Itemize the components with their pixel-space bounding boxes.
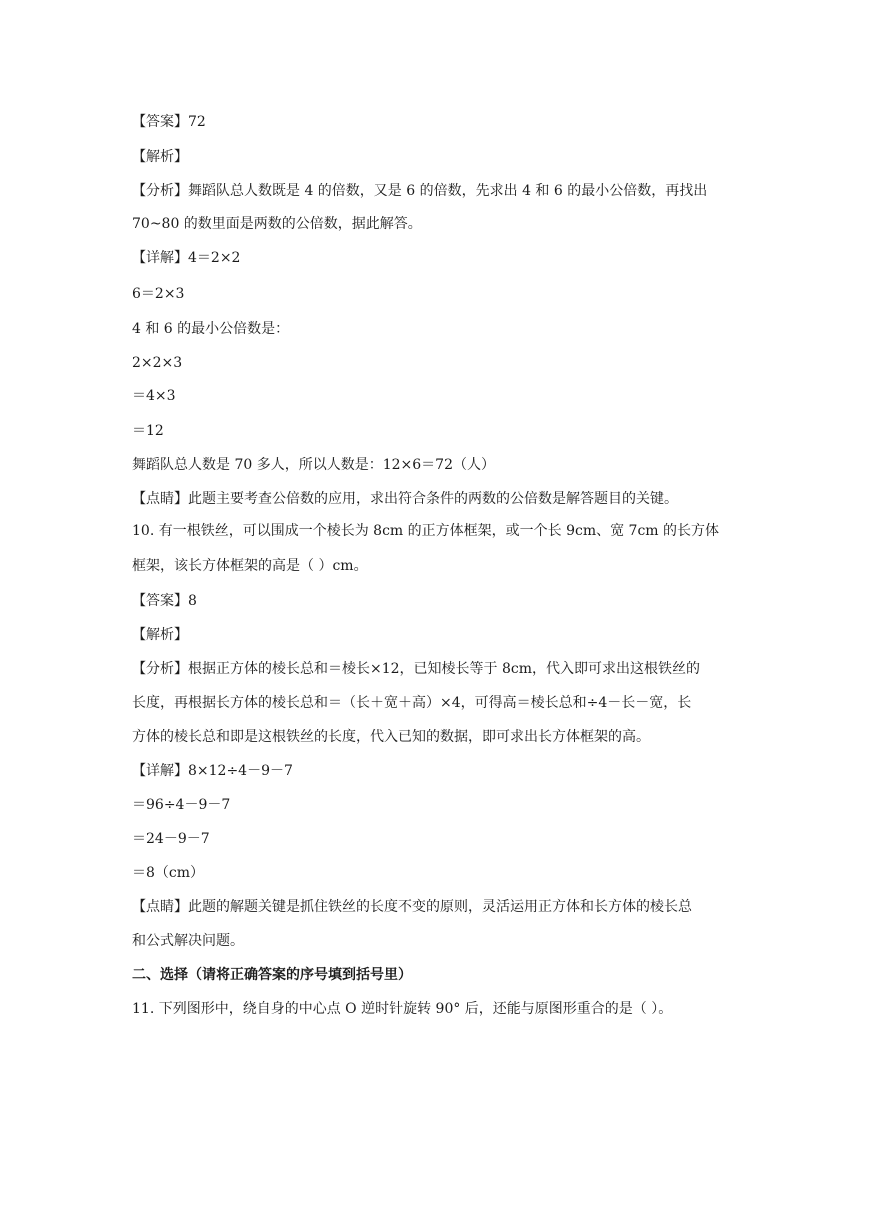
q10-analysis-line-1: 【分析】根据正方体的棱长总和＝棱长×12，已知棱长等于 8cm，代入即可求出这根铁丝的 — [132, 661, 701, 677]
q10-analysis-line-2: 长度，再根据长方体的棱长总和＝（长＋宽＋高）×4，可得高＝棱长总和÷4－长－宽，长 — [132, 695, 692, 711]
q9-analysis-line-2: 70~80 的数里面是两数的公倍数，据此解答。 — [132, 216, 422, 232]
q10-answer: 【答案】8 — [132, 593, 197, 609]
q10-detail-line-2: ＝96÷4－9－7 — [132, 797, 231, 813]
q9-detail-line-7: 舞蹈队总人数是 70 多人，所以人数是：12×6＝72（人） — [132, 457, 495, 473]
q9-detail-line-3: 4 和 6 的最小公倍数是： — [132, 321, 290, 337]
section-heading: 二、选择（请将正确答案的序号填到括号里） — [132, 967, 412, 983]
q9-analysis-line-1: 【分析】舞蹈队总人数既是 4 的倍数，又是 6 的倍数，先求出 4 和 6 的最小公倍数，再找出 — [132, 183, 708, 199]
q10-question-line-2: 框架，该长方体框架的高是（ ）cm。 — [132, 558, 368, 574]
q9-detail-line-6: ＝12 — [132, 423, 164, 439]
q9-detail-line-1: 【详解】4＝2×2 — [132, 250, 241, 266]
q9-detail-line-2: 6＝2×3 — [132, 286, 185, 302]
q10-detail-line-4: ＝8（cm） — [132, 865, 205, 881]
q9-detail-line-5: ＝4×3 — [132, 388, 176, 404]
q10-question-line-1: 10. 有一根铁丝，可以围成一个棱长为 8cm 的正方体框架，或一个长 9cm、宽 7cm 的长方体 — [132, 523, 720, 539]
q10-comment-line-1: 【点睛】此题的解题关键是抓住铁丝的长度不变的原则，灵活运用正方体和长方体的棱长总 — [132, 899, 692, 915]
q11-question: 11. 下列图形中，绕自身的中心点 O 逆时针旋转 90° 后，还能与原图形重合的是（ ）。 — [132, 1001, 673, 1017]
q9-detail-line-4: 2×2×3 — [132, 355, 183, 371]
q10-detail-line-1: 【详解】8×12÷4－9－7 — [132, 763, 293, 779]
q9-answer: 【答案】72 — [132, 114, 206, 130]
q10-comment-line-2: 和公式解决问题。 — [132, 933, 244, 949]
q9-analysis-heading: 【解析】 — [132, 149, 188, 165]
q10-detail-line-3: ＝24－9－7 — [132, 831, 210, 847]
q10-analysis-heading: 【解析】 — [132, 627, 188, 643]
q10-analysis-line-3: 方体的棱长总和即是这根铁丝的长度，代入已知的数据，即可求出长方体框架的高。 — [132, 729, 650, 745]
q9-comment: 【点睛】此题主要考查公倍数的应用，求出符合条件的两数的公倍数是解答题目的关键。 — [132, 491, 678, 507]
